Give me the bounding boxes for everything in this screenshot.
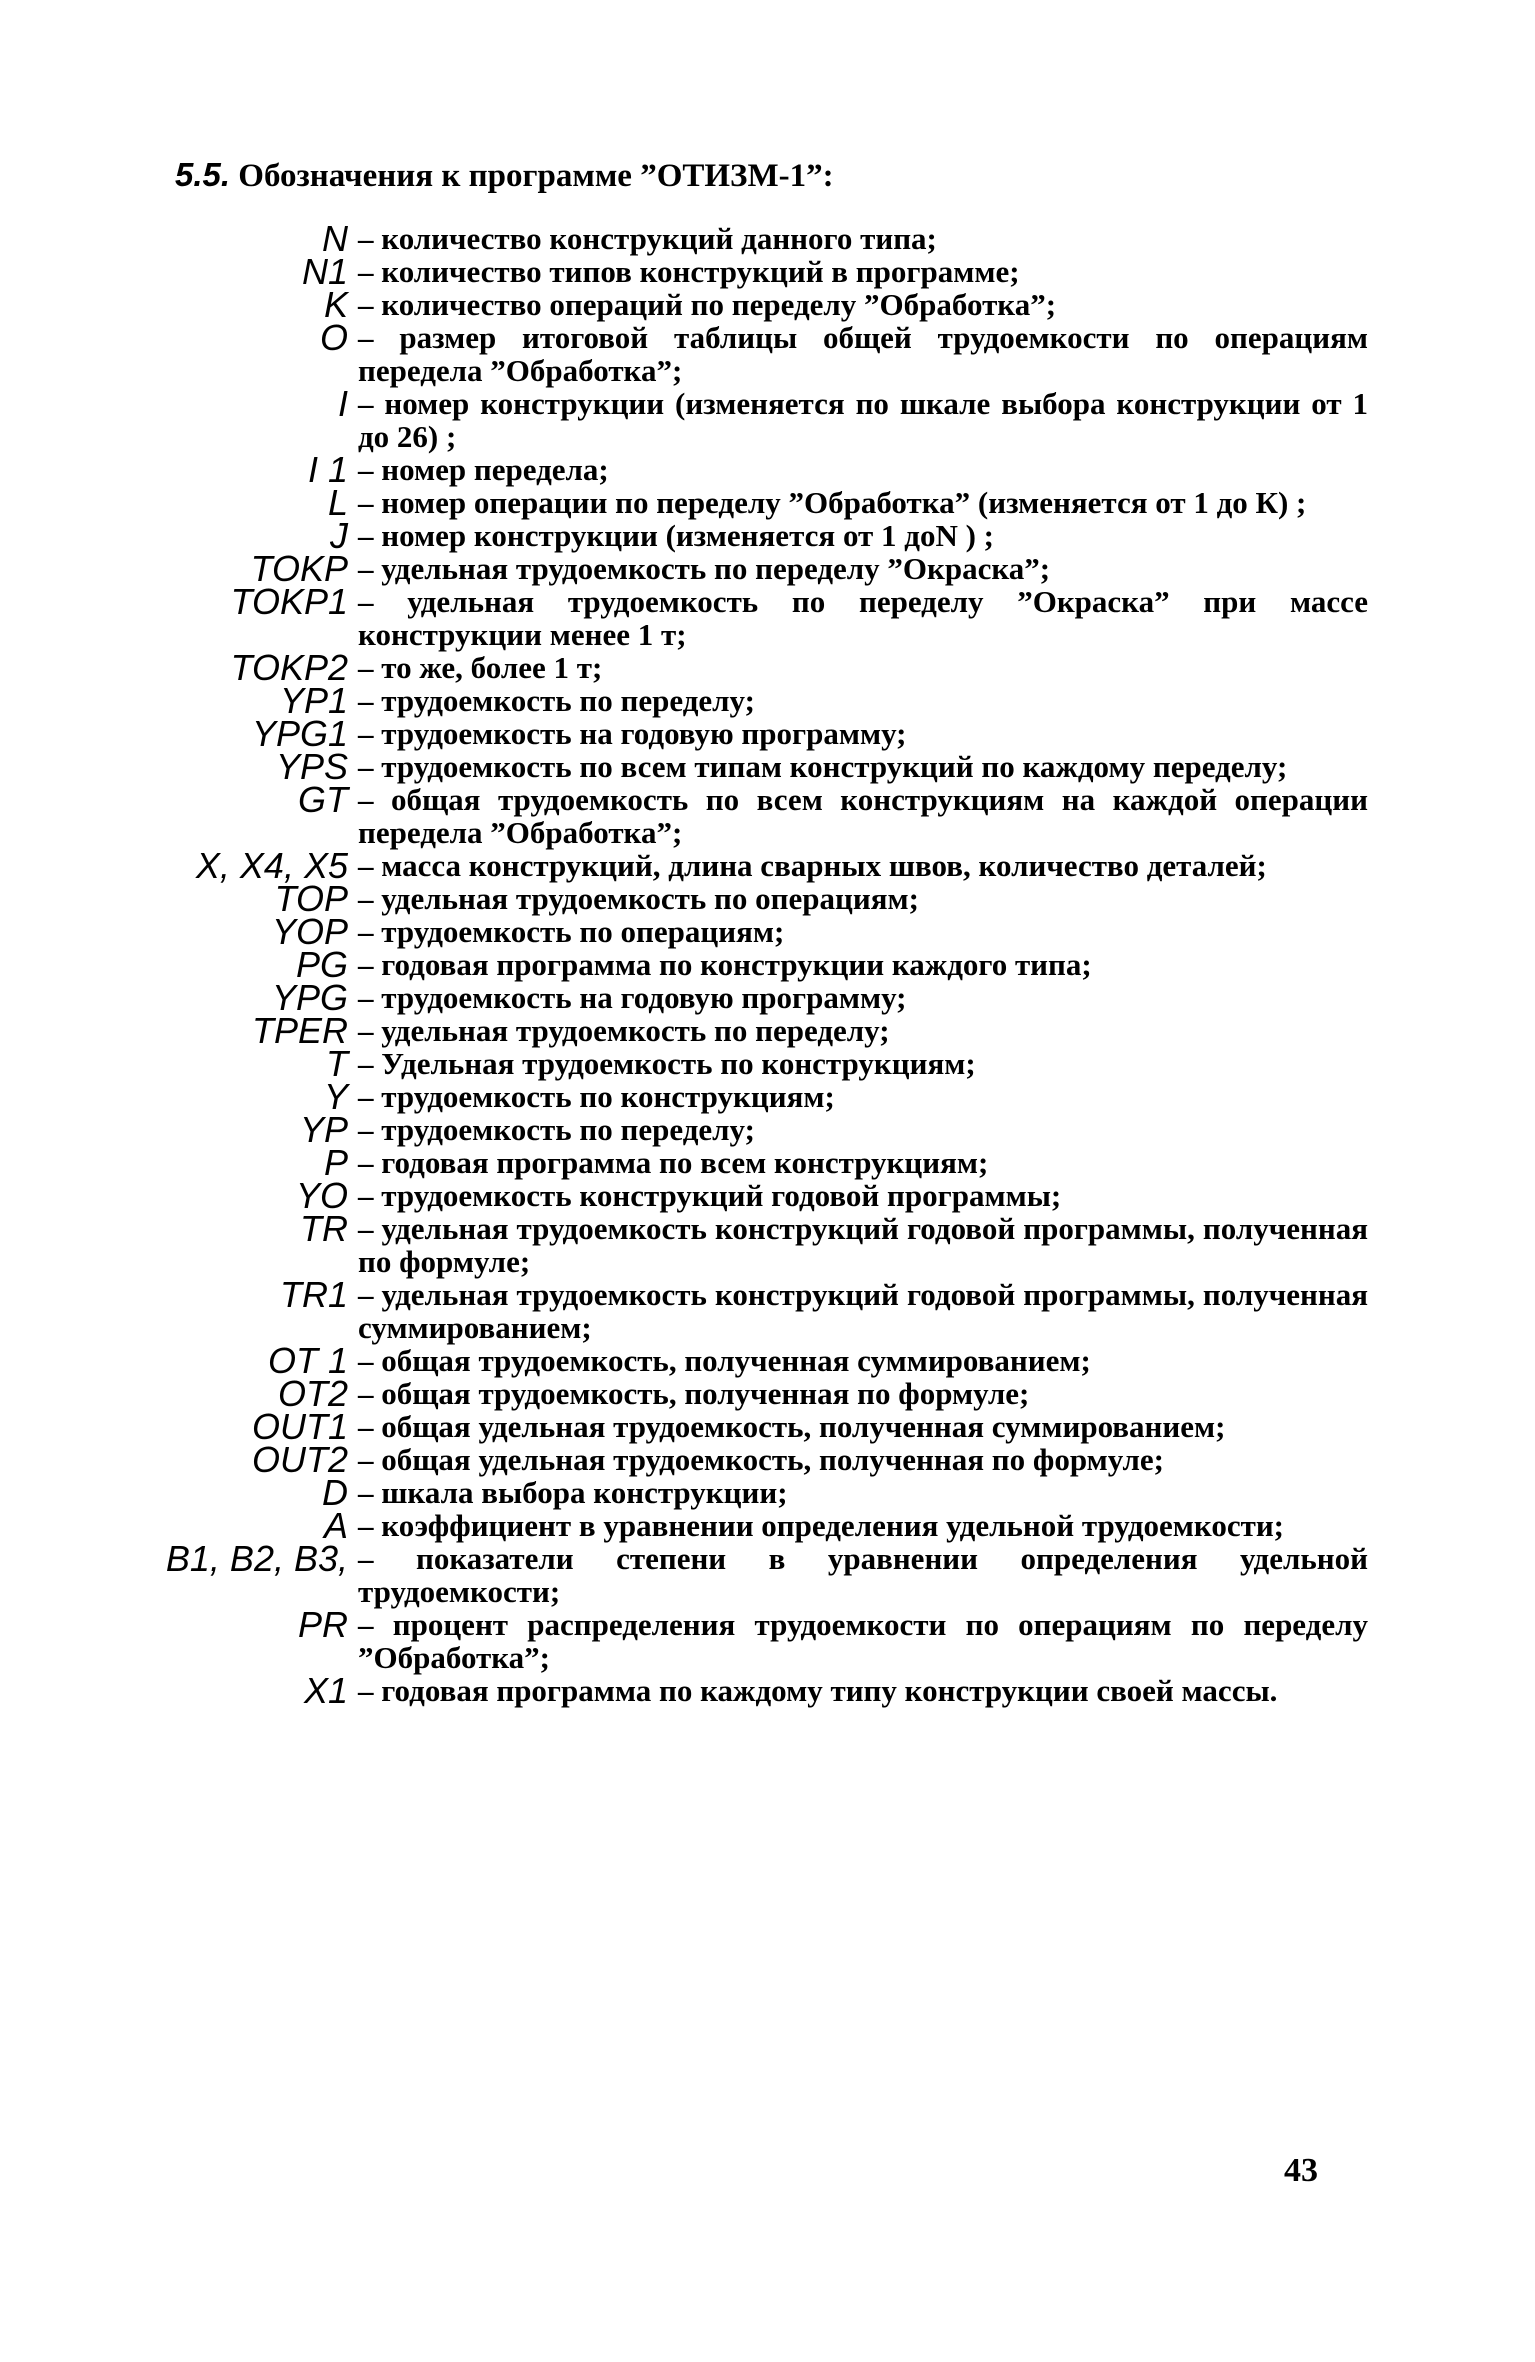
definition-symbol: L	[327, 482, 348, 523]
definition-text: – показатели степени в уравнении определения удельной трудоемкости;	[358, 1541, 1368, 1609]
definition-symbol: I	[337, 383, 348, 424]
definition-text: – номер операции по переделу ”Обработка” (изменяется от 1 до К) ;	[358, 485, 1307, 520]
definition-row	[0, 1538, 1535, 1609]
definition-text: – масса конструкций, длина сварных швов, количество деталей;	[358, 848, 1267, 883]
definition-text: – годовая программа по каждому типу конструкции своей массы.	[358, 1673, 1278, 1708]
definition-symbol: TOP	[274, 878, 348, 919]
definition-row	[0, 1175, 1535, 1216]
definition-symbol: TOKP1	[230, 581, 348, 622]
definition-row	[0, 1439, 1535, 1480]
definition-symbol: YO	[295, 1175, 348, 1216]
definition-text: – удельная трудоемкость конструкций годовой программы, полученная по формуле;	[358, 1211, 1368, 1279]
definition-text: – трудоемкость по конструкциям;	[358, 1079, 835, 1114]
definition-text: – коэффициент в уравнении определения удельной трудоемкости;	[358, 1508, 1285, 1543]
definition-text: – шкала выбора конструкции;	[358, 1475, 788, 1510]
definition-symbol: N1	[301, 251, 348, 292]
definition-symbol: D	[322, 1472, 348, 1513]
definition-row	[0, 218, 1535, 259]
definition-row	[0, 647, 1535, 688]
definition-row	[0, 383, 1535, 454]
definition-symbol: TPER	[251, 1010, 348, 1051]
definition-row	[0, 878, 1535, 919]
definition-text: – удельная трудоемкость по переделу ”Окраска”;	[358, 551, 1051, 586]
definition-row	[0, 1142, 1535, 1183]
definition-symbol: J	[330, 515, 348, 556]
definition-symbol: X, X4, X5	[195, 845, 348, 886]
definitions-list	[0, 218, 1535, 1711]
definition-row	[0, 1373, 1535, 1414]
definition-symbol: OUT1	[251, 1406, 348, 1447]
definition-text: – трудоемкость по всем типам конструкций по каждому переделу;	[358, 749, 1288, 784]
definition-symbol: YP	[299, 1109, 348, 1150]
definition-text: – трудоемкость на годовую программу;	[358, 716, 907, 751]
definition-text: – трудоемкость на годовую программу;	[358, 980, 907, 1015]
definition-row	[0, 713, 1535, 754]
page-title	[175, 156, 834, 195]
definition-symbol: GT	[298, 779, 348, 820]
definition-symbol: OT 1	[267, 1340, 348, 1381]
definition-text: – номер передела;	[358, 452, 609, 487]
definition-row	[0, 977, 1535, 1018]
definition-symbol: I 1	[307, 449, 348, 490]
definition-text: – годовая программа по всем конструкциям;	[358, 1145, 989, 1180]
definition-text: – общая трудоемкость, полученная по формуле;	[358, 1376, 1030, 1411]
definition-symbol: YOP	[271, 911, 348, 952]
definition-symbol: Y	[323, 1076, 348, 1117]
definition-symbol: TOKP2	[230, 647, 348, 688]
definition-text: – номер конструкции (изменяется от 1 доN ) ;	[358, 518, 994, 553]
definition-text: – трудоемкость по переделу;	[358, 683, 755, 718]
definition-text: – общая трудоемкость, полученная суммированием;	[358, 1343, 1091, 1378]
definition-row	[0, 1670, 1535, 1711]
definition-row	[0, 680, 1535, 721]
definition-symbol: OUT2	[251, 1439, 348, 1480]
definition-row	[0, 779, 1535, 850]
definition-text: – удельная трудоемкость по переделу;	[358, 1013, 890, 1048]
definition-row	[0, 482, 1535, 523]
definition-row	[0, 1043, 1535, 1084]
definition-row	[0, 1274, 1535, 1345]
definition-row	[0, 284, 1535, 325]
definition-row	[0, 1340, 1535, 1381]
definition-symbol: YPG1	[251, 713, 348, 754]
definition-symbol: N	[322, 218, 348, 259]
definition-row	[0, 515, 1535, 556]
definition-row	[0, 1010, 1535, 1051]
definition-symbol: B1, B2, B3,	[165, 1538, 348, 1579]
definition-text: – процент распределения трудоемкости по операциям по переделу ”Обработка”;	[358, 1607, 1368, 1675]
definition-text: – общая удельная трудоемкость, полученная по формуле;	[358, 1442, 1164, 1477]
definition-row	[0, 581, 1535, 652]
definition-symbol: K	[323, 284, 348, 325]
definition-text: – номер конструкции (изменяется по шкале выбора конструкции от 1 до 26) ;	[358, 386, 1368, 454]
definition-symbol: TR1	[279, 1274, 348, 1315]
definition-row	[0, 1208, 1535, 1279]
definition-symbol: YPG	[271, 977, 348, 1018]
section-number: 5.5.	[175, 156, 231, 193]
definition-symbol: YP1	[279, 680, 348, 721]
definition-symbol: P	[323, 1142, 348, 1183]
definition-symbol: PR	[297, 1604, 348, 1645]
definition-symbol: X1	[303, 1670, 348, 1711]
definition-text: – количество конструкций данного типа;	[358, 221, 937, 256]
definition-symbol: TR	[300, 1208, 348, 1249]
definition-text: – общая трудоемкость по всем конструкциям на каждой операции передела ”Обработка”;	[358, 782, 1368, 850]
definition-row	[0, 911, 1535, 952]
definition-row	[0, 1406, 1535, 1447]
definition-symbol: T	[326, 1043, 348, 1084]
definition-text: – годовая программа по конструкции каждого типа;	[358, 947, 1092, 982]
definition-symbol: O	[319, 317, 348, 358]
page-number: 43	[1284, 2152, 1318, 2189]
definition-row	[0, 449, 1535, 490]
definition-text: – трудоемкость конструкций годовой программы;	[358, 1178, 1062, 1213]
definition-row	[0, 944, 1535, 985]
definition-text: – размер итоговой таблицы общей трудоемкости по операциям передела ”Обработка”;	[358, 320, 1368, 388]
definition-text: – количество типов конструкций в программе;	[358, 254, 1020, 289]
definition-text: – количество операций по переделу ”Обработка”;	[358, 287, 1057, 322]
definition-symbol: OT2	[277, 1373, 348, 1414]
definition-text: – то же, более 1 т;	[358, 650, 603, 685]
definition-symbol: A	[323, 1505, 348, 1546]
definition-symbol: YPS	[275, 746, 348, 787]
definition-row	[0, 317, 1535, 388]
definition-text: – удельная трудоемкость по операциям;	[358, 881, 919, 916]
definition-text: – удельная трудоемкость конструкций годовой программы, полученная суммированием;	[358, 1277, 1368, 1345]
definition-row	[0, 1076, 1535, 1117]
definition-row	[0, 746, 1535, 787]
definition-symbol: TOKP	[250, 548, 348, 589]
definition-row	[0, 251, 1535, 292]
definition-text: – Удельная трудоемкость по конструкциям;	[358, 1046, 976, 1081]
definition-text: – трудоемкость по переделу;	[358, 1112, 755, 1147]
section-heading: Обозначения к программе ”ОТИЗМ-1”:	[238, 158, 834, 194]
definition-text: – общая удельная трудоемкость, полученная суммированием;	[358, 1409, 1226, 1444]
definition-text: – удельная трудоемкость по переделу ”Окраска” при массе конструкции менее 1 т;	[358, 584, 1368, 652]
definition-row	[0, 1109, 1535, 1150]
definition-row	[0, 1604, 1535, 1675]
definition-row	[0, 845, 1535, 886]
definition-text: – трудоемкость по операциям;	[358, 914, 785, 949]
definition-symbol: PG	[295, 944, 348, 985]
definition-row	[0, 1472, 1535, 1513]
